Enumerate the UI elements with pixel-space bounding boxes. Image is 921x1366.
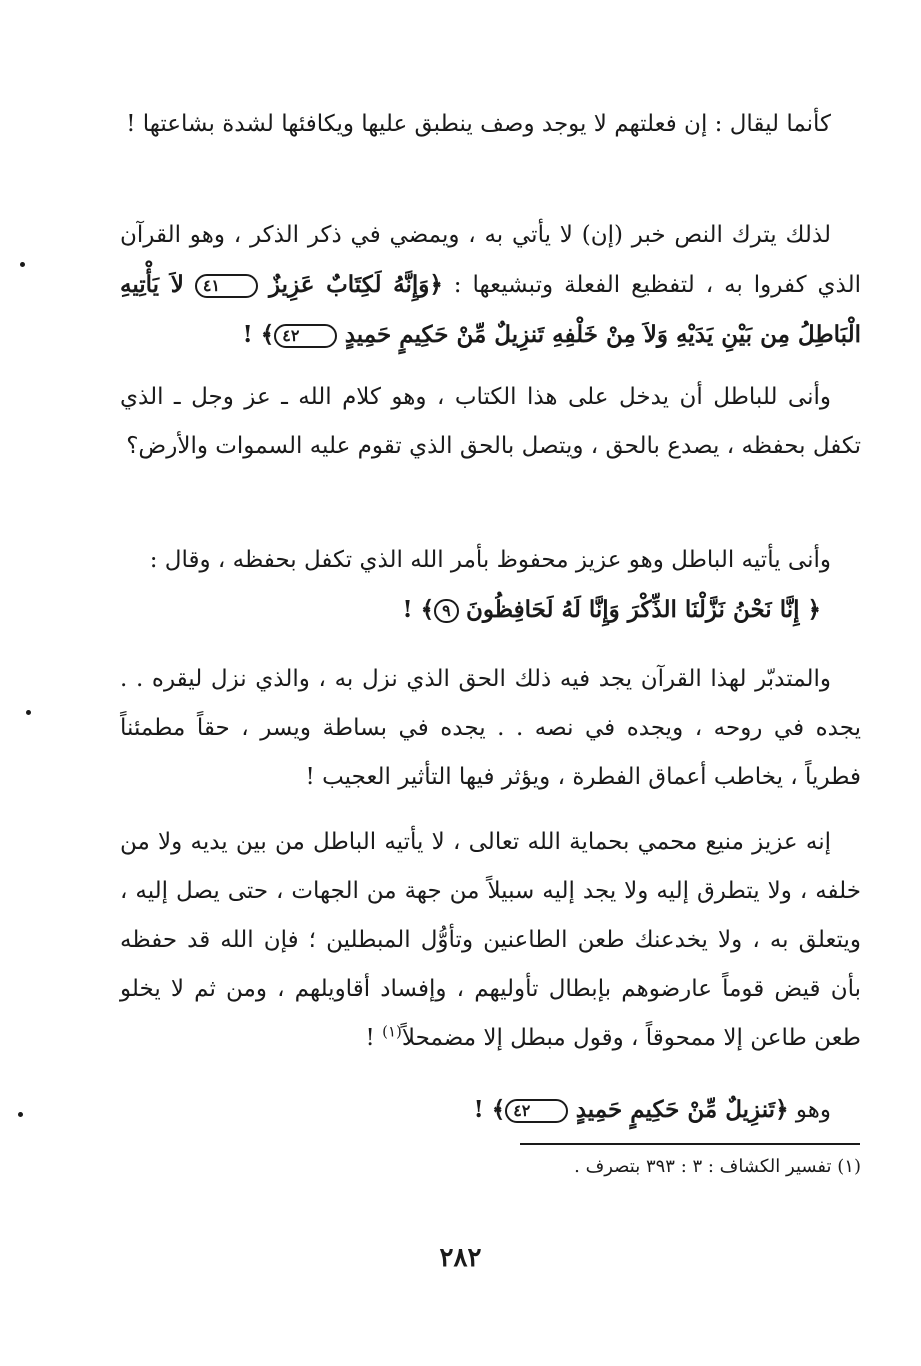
- paragraph-4-text: وأنى يأتيه الباطل وهو عزيز محفوظ بأمر الله الذي تكفل بحفظه ، وقال :: [149, 547, 831, 573]
- paragraph-4: [120, 536, 861, 635]
- paragraph-2: [120, 211, 861, 360]
- paragraph-7-lead: وهو: [788, 1097, 831, 1123]
- verse-number-9: ٩: [434, 599, 459, 623]
- paragraph-2-lead: لذلك يترك النص خبر (إن) لا يأتي به ، ويمضي في ذكر الذكر ، وهو القرآن الذي كفروا به ، لتفظيع الفعلة وتبشيعها :: [120, 222, 861, 298]
- paragraph-6-body: إنه عزيز منيع محمي بحماية الله تعالى ، لا يأتيه الباطل من بين يديه ولا من خلفه ، ولا يتطرق إليه ولا يجد إليه سبيلاً من جهة من الجهات ، حتى يصل إليه ، ويتعلق به ، ولا يخدعنك طعن الطاعنين وتأوُّل المبطلين ؛ فإن الله قد حفظه بأن قيض قوماً عارضوهم بإبطال تأوليهم ، وإفساد أقاويلهم ، ومن ثم لا يخلو طعن طاعن إلا ممحوقاً ، وقول مبطل إلا مضمحلاً: [120, 829, 861, 1051]
- quran-close: ﴾ !: [242, 321, 275, 348]
- page-number: ٢٨٢: [439, 1243, 482, 1273]
- margin-speck: [18, 1112, 23, 1117]
- verse-number-41: ٤١: [195, 274, 258, 298]
- footnote-divider: [520, 1143, 860, 1145]
- paragraph-2-text: [120, 211, 861, 360]
- footnote-marker: (١): [382, 1022, 402, 1041]
- verse-number-42: ٤٢: [274, 324, 337, 348]
- paragraph-1: [120, 100, 861, 149]
- quran-quote-fussilat-42-repeat: ﴿تَنزِيلٌ مِّنْ حَكِيمٍ حَمِيدٍ: [575, 1096, 789, 1123]
- verse-number-42: ٤٢: [505, 1099, 568, 1123]
- quran-close: ﴾ !: [473, 1096, 506, 1123]
- footnote: (١) تفسير الكشاف : ٣ : ٣٩٣ بتصرف .: [574, 1156, 861, 1177]
- quran-close: ﴾ !: [402, 596, 435, 623]
- margin-speck: [26, 710, 31, 715]
- paragraph-4-quran-line: [120, 585, 861, 635]
- quran-quote-hijr-9: ﴿ إِنَّا نَحْنُ نَزَّلْنَا الذِّكْرَ وَإِنَّا لَهُ لَحَافِظُونَ: [466, 596, 821, 623]
- paragraph-3: [120, 373, 861, 471]
- quran-quote-fussilat-42: لاَ يَأْتِيهِ الْبَاطِلُ مِن بَيْنِ يَدَيْهِ وَلاَ مِنْ خَلْفِهِ تَنزِيلٌ مِّنْ حَكِيمٍ حَمِيدٍ: [120, 271, 861, 348]
- paragraph-5-text: والمتدبّر لهذا القرآن يجد فيه ذلك الحق الذي نزل به ، والذي نزل ليقره . . يجده في روحه ، ويجده في نصه . . يجده في بساطة ويسر ، حقاً مطمئناً فطرياً ، يخاطب أعماق الفطرة ، ويؤثر فيها التأثير العجيب !: [120, 666, 861, 790]
- paragraph-6-tail: !: [365, 1025, 383, 1051]
- margin-speck: [20, 262, 25, 267]
- paragraph-7-text: [120, 1085, 861, 1135]
- paragraph-6: [120, 818, 861, 1063]
- quran-quote-fussilat-41: ﴿وَإِنَّهُ لَكِتَابٌ عَزِيزٌ: [268, 271, 443, 298]
- paragraph-1-text: كأنما ليقال : إن فعلتهم لا يوجد وصف ينطبق عليها ويكافئها لشدة بشاعتها !: [126, 111, 831, 137]
- paragraph-3-text: وأنى للباطل أن يدخل على هذا الكتاب ، وهو كلام الله ـ عز وجل ـ الذي تكفل بحفظه ، يصدع بالحق ، ويتصل بالحق الذي تقوم عليه السموات والأرض؟: [120, 384, 861, 459]
- paragraph-7: [120, 1085, 861, 1135]
- paragraph-5: [120, 655, 861, 802]
- paragraph-6-text: [120, 818, 861, 1063]
